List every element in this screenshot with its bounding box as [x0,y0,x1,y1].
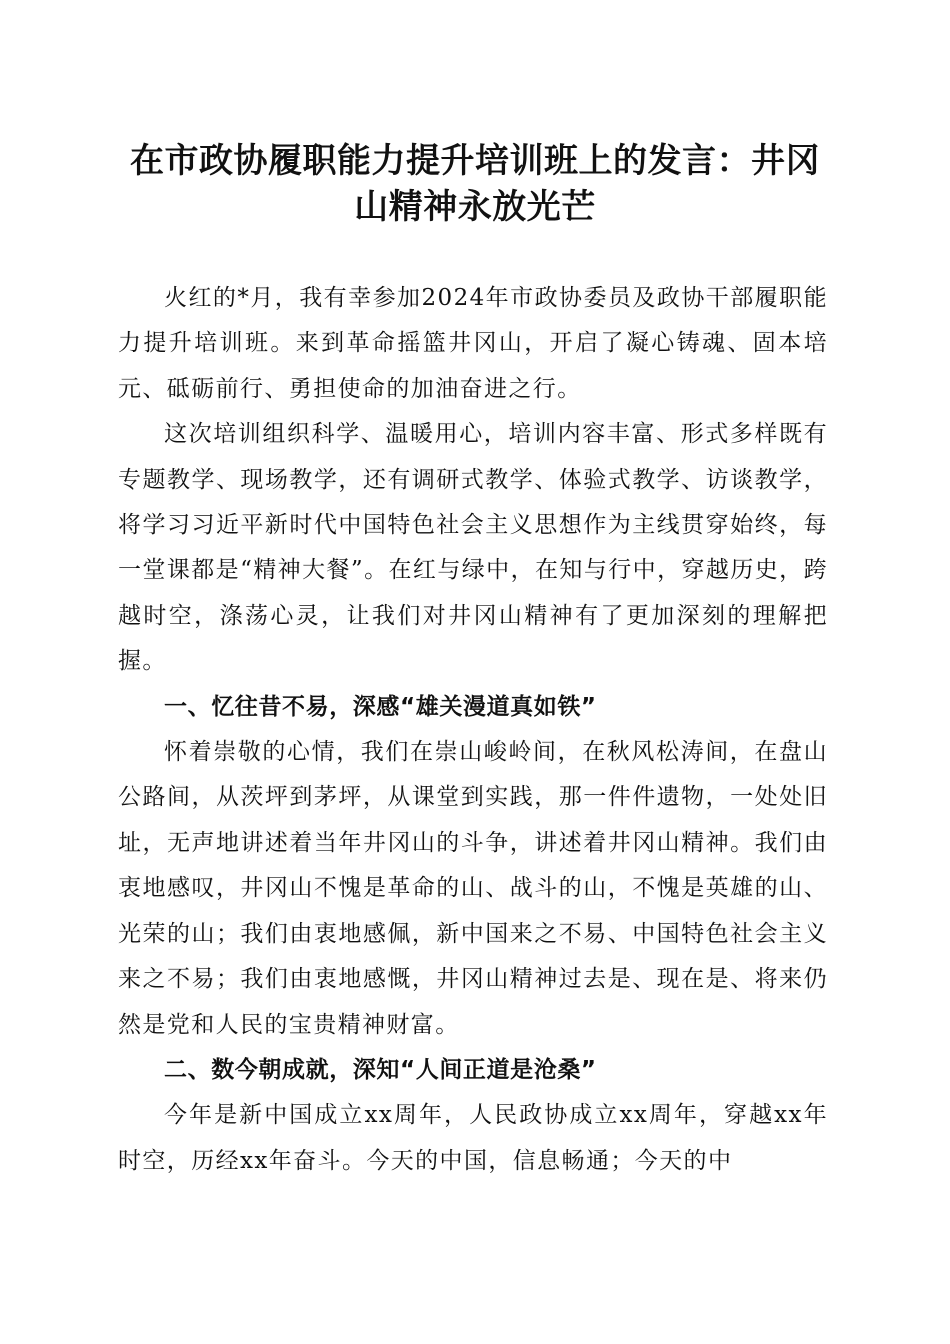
section-2-paragraph: 今年是新中国成立xx周年，人民政协成立xx周年，穿越xx年时空，历经xx年奋斗。今天的中国，信息畅通；今天的中 [118,1102,828,1174]
section-1-paragraph: 怀着崇敬的心情，我们在崇山峻岭间，在秋风松涛间，在盘山公路间，从茨坪到茅坪，从课堂到实践，那一件件遗物，一处处旧址，无声地讲述着当年井冈山的斗争，讲述着井冈山精神。我们由衷地感叹，井冈山不愧是革命的山、战斗的山，不愧是英雄的山、光荣的山；我们由衷地感佩，新中国来之不易、中国特色社会主义来之不易；我们由衷地感慨，井冈山精神过去是、现在是、将来仍然是党和人民的宝贵精神财富。 [118,739,828,1038]
section-1-heading: 一、忆往昔不易，深感“雄关漫道真如铁” [164,693,597,720]
document-title-line-1: 在市政协履职能力提升培训班上的发言：井冈 [130,141,820,181]
document-body [118,276,828,1184]
document-title [110,138,840,230]
intro-paragraph: 火红的*月，我有幸参加2024年市政协委员及政协干部履职能力提升培训班。来到革命摇篮井冈山，开启了凝心铸魂、固本培元、砥砺前行、勇担使命的加油奋进之行。 [118,285,828,402]
document-title-line-2: 山精神永放光芒 [354,187,596,227]
section-2-heading: 二、数今朝成就，深知“人间正道是沧桑” [164,1056,597,1083]
training-paragraph: 这次培训组织科学、温暖用心，培训内容丰富、形式多样既有专题教学、现场教学，还有调研式教学、体验式教学、访谈教学，将学习习近平新时代中国特色社会主义思想作为主线贯穿始终，每一堂课都是“精神大餐”。在红与绿中，在知与行中，穿越历史，跨越时空，涤荡心灵，让我们对井冈山精神有了更加深刻的理解把握。 [118,421,828,675]
